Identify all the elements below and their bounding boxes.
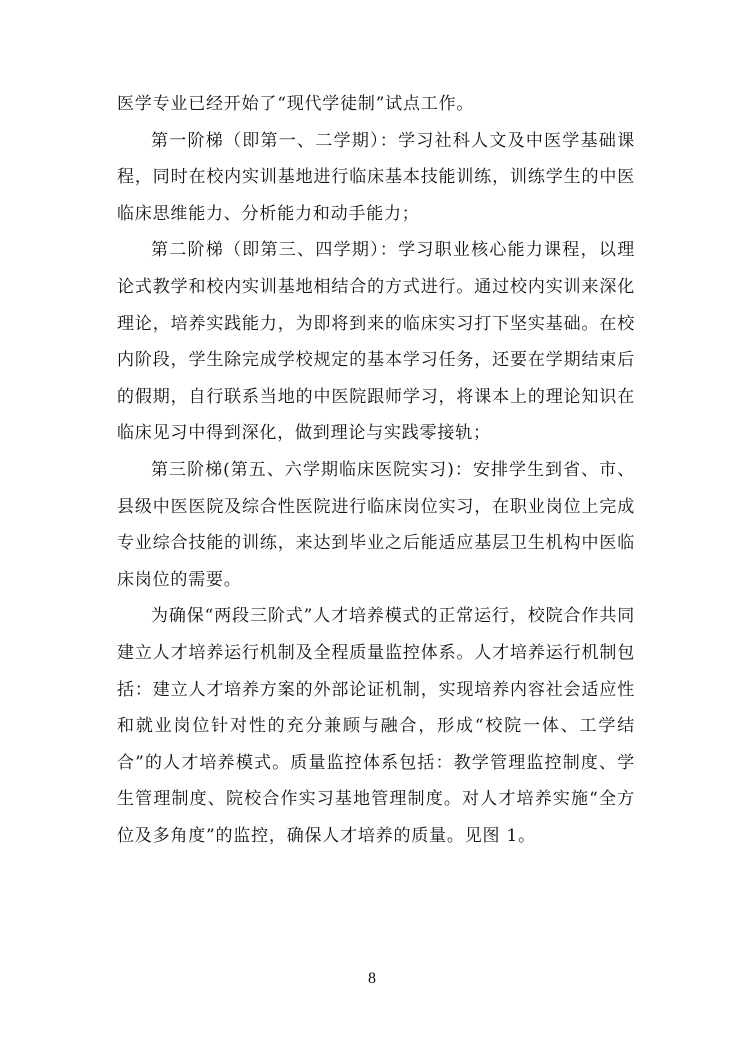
- page-number: 8: [368, 970, 376, 987]
- paragraph-continuation: 医学专业已经开始了“现代学徒制”试点工作。: [117, 94, 475, 114]
- paragraph-stage-three: 第三阶梯(第五、六学期临床医院实习)：安排学生到省、市、县级中医医院及综合性医院进行临床岗位实习，在职业岗位上完成专业综合技能的训练，来达到毕业之后能适应基层卫生机构中医临床岗位的需要。: [117, 459, 635, 590]
- paragraph-stage-two: 第二阶梯（即第三、四学期）：学习职业核心能力课程，以理论式教学和校内实训基地相结合的方式进行。通过校内实训来深化理论，培养实践能力，为即将到来的临床实习打下坚实基础。在校内阶段，学生除完成学校规定的基本学习任务，还要在学期结束后的假期，自行联系当地的中医院跟师学习，将课本上的理论知识在临床见习中得到深化，做到理论与实践零接轨；: [117, 240, 635, 444]
- body-text: [117, 86, 635, 854]
- paragraph-stage-one: 第一阶梯（即第一、二学期）：学习社科人文及中医学基础课程，同时在校内实训基地进行临床基本技能训练，训练学生的中医临床思维能力、分析能力和动手能力；: [117, 130, 635, 224]
- paragraph-quality-control: 为确保“两段三阶式”人才培养模式的正常运行，校院合作共同建立人才培养运行机制及全程质量监控体系。人才培养运行机制包括：建立人才培养方案的外部论证机制，实现培养内容社会适应性和就业岗位针对性的充分兼顾与融合，形成“校院一体、工学结合”的人才培养模式。质量监控体系包括：教学管理监控制度、学生管理制度、院校合作实习基地管理制度。对人才培养实施“全方位及多角度”的监控，确保人才培养的质量。见图 1。: [117, 606, 635, 846]
